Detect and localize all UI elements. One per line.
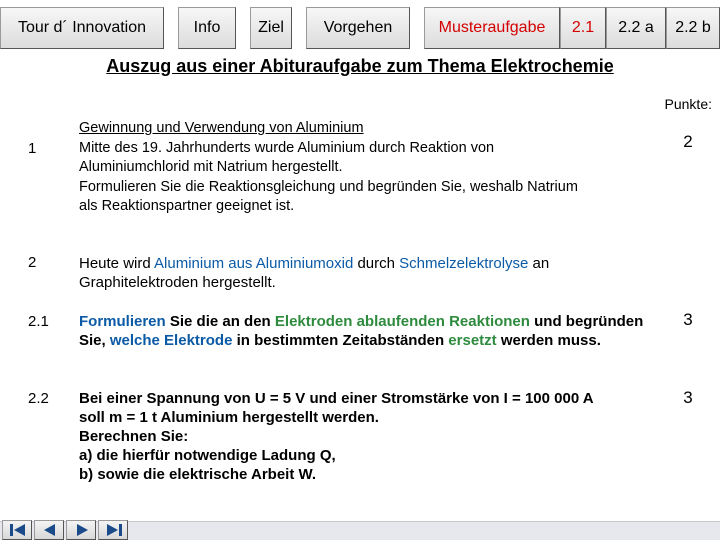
text-segment: werden muss. — [496, 332, 601, 349]
task-2-2-line: a) die hierfür notwendige Ladung Q, — [79, 447, 336, 464]
task-2-1-text — [79, 312, 649, 350]
text-segment: Sie die an den — [165, 313, 275, 330]
task-2-2-text — [79, 389, 649, 484]
highlight-elektroden-reaktionen: Elektroden ablaufenden Reaktionen — [274, 313, 530, 330]
nav-ziel[interactable]: Ziel — [250, 7, 292, 49]
nav-vorgehen[interactable]: Vorgehen — [306, 7, 410, 49]
task-2-2-line: Bei einer Spannung von U = 5 V und einer Stromstärke von I = 100 000 A — [79, 390, 594, 407]
top-navigation — [0, 0, 720, 56]
task-1-points: 2 — [683, 132, 693, 151]
task-number: 2.2 — [28, 390, 49, 407]
skip-to-end-button[interactable] — [98, 520, 128, 540]
task-2-text — [79, 254, 649, 292]
task-2-2-line: soll m = 1 t Aluminium hergestellt werden. — [79, 409, 379, 426]
points-header: Punkte: — [664, 96, 712, 112]
task-1-text — [79, 119, 649, 217]
page-title: Auszug aus einer Abituraufgabe zum Thema Elektrochemie — [106, 56, 614, 76]
text-segment: und begründen Sie, — [79, 313, 644, 349]
task-2-2-line: Berechnen Sie: — [79, 428, 189, 445]
task-2-2-points: 3 — [683, 388, 693, 407]
task-number: 1 — [28, 140, 37, 157]
nav-tour-innovation[interactable]: Tour d´ Innovation — [0, 7, 164, 49]
text-segment: in bestimmten Zeitabständen — [232, 332, 449, 349]
skip-to-end-icon — [103, 523, 125, 537]
highlight-schmelzelektrolyse: Schmelzelektrolyse — [399, 255, 529, 272]
nav-2-1[interactable]: 2.1 — [560, 7, 606, 49]
text-segment: an Graphitelektroden hergestellt. — [79, 255, 550, 291]
nav-2-2b[interactable]: 2.2 b — [666, 7, 720, 49]
task-1-line: Mitte des 19. Jahrhunderts wurde Aluminium durch Reaktion von — [79, 139, 495, 156]
task-1-line: als Reaktionspartner geeignet ist. — [79, 198, 295, 214]
task-number: 2.1 — [28, 313, 49, 330]
highlight-aluminiumoxid: Aluminium aus Aluminiumoxid — [154, 255, 354, 272]
previous-button[interactable] — [34, 520, 64, 540]
bottom-navigation — [0, 518, 720, 540]
play-icon — [71, 523, 93, 537]
highlight-welche-elektrode: welche Elektrode — [109, 332, 233, 349]
task-number: 2 — [28, 254, 37, 271]
skip-to-start-icon — [7, 523, 29, 537]
previous-icon — [39, 523, 61, 537]
nav-musteraufgabe[interactable]: Musteraufgabe — [424, 7, 560, 49]
task-1-line: Formulieren Sie die Reaktionsgleichung und begründen Sie, weshalb Natrium — [79, 178, 578, 195]
task-2-2-line: b) sowie die elektrische Arbeit W. — [79, 466, 317, 483]
text-segment: Heute wird — [79, 255, 155, 272]
play-button[interactable] — [66, 520, 96, 540]
task-2-1-points: 3 — [683, 310, 693, 329]
skip-to-start-button[interactable] — [2, 520, 32, 540]
nav-info[interactable]: Info — [178, 7, 236, 49]
task-1-line: Aluminiumchlorid mit Natrium hergestellt. — [79, 159, 343, 175]
nav-2-2a[interactable]: 2.2 a — [606, 7, 666, 49]
highlight-formulieren: Formulieren — [79, 313, 166, 330]
highlight-ersetzt: ersetzt — [448, 332, 497, 349]
task-1-heading: Gewinnung und Verwendung von Aluminium — [79, 120, 364, 136]
text-segment: durch — [353, 255, 400, 272]
